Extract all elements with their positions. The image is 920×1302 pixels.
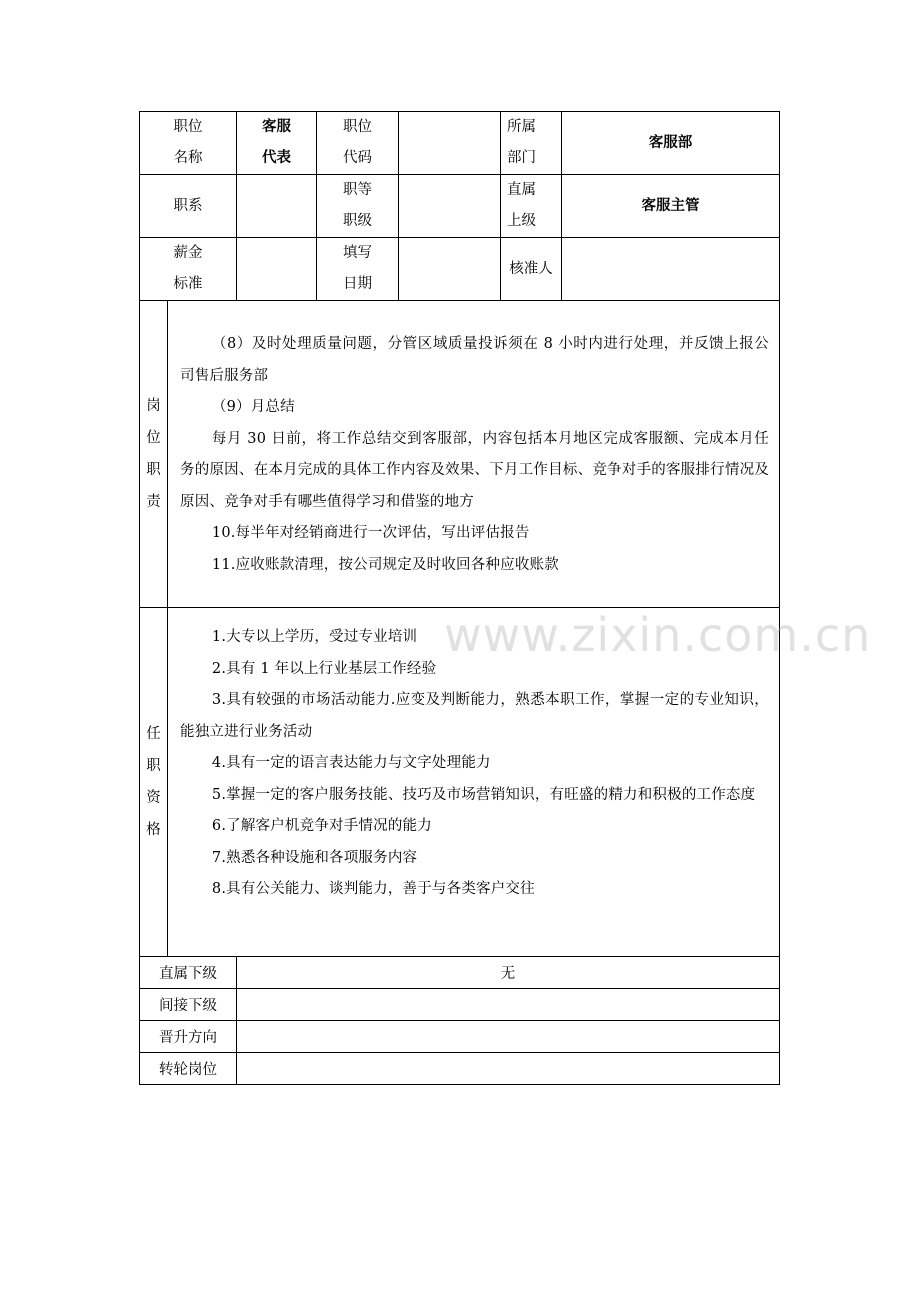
superior-label: 直属 上级 (501, 175, 562, 238)
salary-value (237, 238, 317, 301)
job-description-table (139, 111, 780, 1085)
qualification-item: 8.具有公关能力、谈判能力，善于与各类客户交往 (211, 881, 535, 897)
department-label: 所属 部门 (501, 112, 562, 175)
duty-paragraph: 11.应收账款清理，按公司规定及时收回各种应收账款 (211, 556, 559, 573)
grade-value (399, 175, 501, 238)
grade-label: 职等 职级 (317, 175, 399, 238)
duty-paragraph: 每月 30 日前，将工作总结交到客服部，内容包括本月地区完成客服额、完成本月任务的原因、在本月完成的具体工作内容及效果、下月工作目标、竞争对手的客服排行情况及原因、竞争对手有哪些值得学习和借鉴的地方 (180, 430, 769, 510)
position-name-label: 职位 名称 (140, 112, 237, 175)
duties-row (140, 301, 780, 608)
header-row-1 (140, 112, 780, 175)
qualifications-content (168, 608, 780, 957)
department-value: 客服部 (562, 112, 780, 175)
job-family-label: 职系 (140, 175, 237, 238)
indirect-subordinate-value (237, 989, 780, 1021)
position-code-label: 职位 代码 (317, 112, 399, 175)
duty-paragraph: （9）月总结 (211, 399, 295, 415)
qualification-item: 2.具有 1 年以上行业基层工作经验 (211, 660, 437, 677)
direct-subordinate-label: 直属下级 (140, 957, 237, 989)
qualification-item: 4.具有一定的语言表达能力与文字处理能力 (211, 755, 491, 771)
position-code-value (399, 112, 501, 175)
promotion-value (237, 1021, 780, 1053)
job-description-form (139, 111, 779, 1085)
direct-subordinate-value: 无 (237, 957, 780, 989)
promotion-label: 晋升方向 (140, 1021, 237, 1053)
qualification-item: 6.了解客户机竞争对手情况的能力 (211, 818, 432, 834)
qualification-item: 1.大专以上学历，受过专业培训 (211, 629, 418, 645)
footer-row-rotation (140, 1053, 780, 1085)
qualification-item: 7.熟悉各种设施和各项服务内容 (211, 849, 418, 866)
footer-row-indirect-subordinate (140, 989, 780, 1021)
qualification-item: 5.掌握一定的客户服务技能、技巧及市场营销知识，有旺盛的精力和积极的工作态度 (211, 786, 756, 803)
header-row-3 (140, 238, 780, 301)
qualifications-row (140, 608, 780, 957)
watermark: www.zixin.com.cn (444, 608, 872, 662)
superior-value: 客服主管 (562, 175, 780, 238)
header-row-2 (140, 175, 780, 238)
qualification-item: 3.具有较强的市场活动能力.应变及判断能力，熟悉本职工作，掌握一定的专业知识，能独立进行业务活动 (180, 692, 769, 740)
duties-label: 岗 位 职 责 (140, 301, 168, 608)
fill-date-value (399, 238, 501, 301)
footer-row-promotion (140, 1021, 780, 1053)
duty-paragraph: 10.每半年对经销商进行一次评估，写出评估报告 (211, 525, 530, 541)
approver-value (562, 238, 780, 301)
indirect-subordinate-label: 间接下级 (140, 989, 237, 1021)
footer-row-direct-subordinate (140, 957, 780, 989)
duty-paragraph: （8）及时处理质量问题，分管区域质量投诉须在 8 小时内进行处理，并反馈上报公司售后服务部 (180, 336, 769, 384)
approver-label: 核准人 (501, 238, 562, 301)
salary-label: 薪金 标准 (140, 238, 237, 301)
position-name-value: 客服 代表 (237, 112, 317, 175)
rotation-label: 转轮岗位 (140, 1053, 237, 1085)
duties-content (168, 301, 780, 608)
fill-date-label: 填写 日期 (317, 238, 399, 301)
rotation-value (237, 1053, 780, 1085)
qualifications-label: 任 职 资 格 (140, 608, 168, 957)
job-family-value (237, 175, 317, 238)
